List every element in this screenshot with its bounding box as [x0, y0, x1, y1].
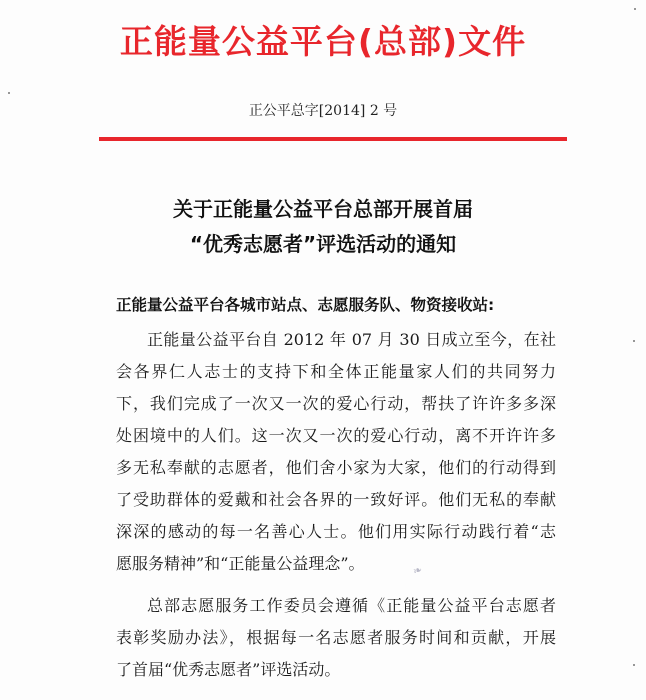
document-number: 正公平总字[2014] 2 号 [248, 103, 398, 119]
paragraph-2-line: 了首届“优秀志愿者”评选活动。 [116, 660, 341, 679]
scan-speck [8, 92, 10, 94]
paragraph-1-line: 深深的感动的每一名善心人士。他们用实际行动践行着“志 [116, 522, 556, 541]
paragraph-1-line: 了受助群体的爱戴和社会各界的一致好评。他们无私的奉献 [116, 490, 556, 509]
paragraph-1-line: 处困境中的人们。这一次又一次的爱心行动，离不开许许多 [116, 426, 556, 445]
document-header-title: 正能量公益平台(总部)文件 [119, 22, 527, 61]
paragraph-1-line: 会各界仁人志士的支持下和全体正能量家人们的共同努力 [116, 362, 556, 381]
scan-speck [634, 8, 636, 10]
paragraph-2-line: 表彰奖励办法》，根据每一名志愿者服务时间和贡献，开展 [116, 628, 556, 647]
scan-mark: ❧ [411, 562, 425, 579]
header-divider [99, 137, 567, 141]
paragraph-1-line: 愿服务精神”和“正能量公益理念”。 [116, 554, 365, 573]
paragraph-1-line: 下，我们完成了一次又一次的爱心行动，帮扶了许许多多深 [116, 394, 556, 413]
addressee: 正能量公益平台各城市站点、志愿服务队、物资接收站: [116, 296, 495, 314]
scan-speck [633, 340, 635, 342]
paragraph-2-line: 总部志愿服务工作委员会遵循《正能量公益平台志愿者 [147, 596, 556, 615]
notice-title-line-2: “优秀志愿者”评选活动的通知 [189, 232, 457, 256]
scan-speck [633, 664, 635, 666]
paragraph-1-line: 正能量公益平台自 2012 年 07 月 30 日成立至今，在社 [147, 330, 556, 349]
notice-title-line-1: 关于正能量公益平台总部开展首届 [173, 197, 473, 221]
paragraph-1-line: 多无私奉献的志愿者，他们舍小家为大家，他们的行动得到 [116, 458, 556, 477]
